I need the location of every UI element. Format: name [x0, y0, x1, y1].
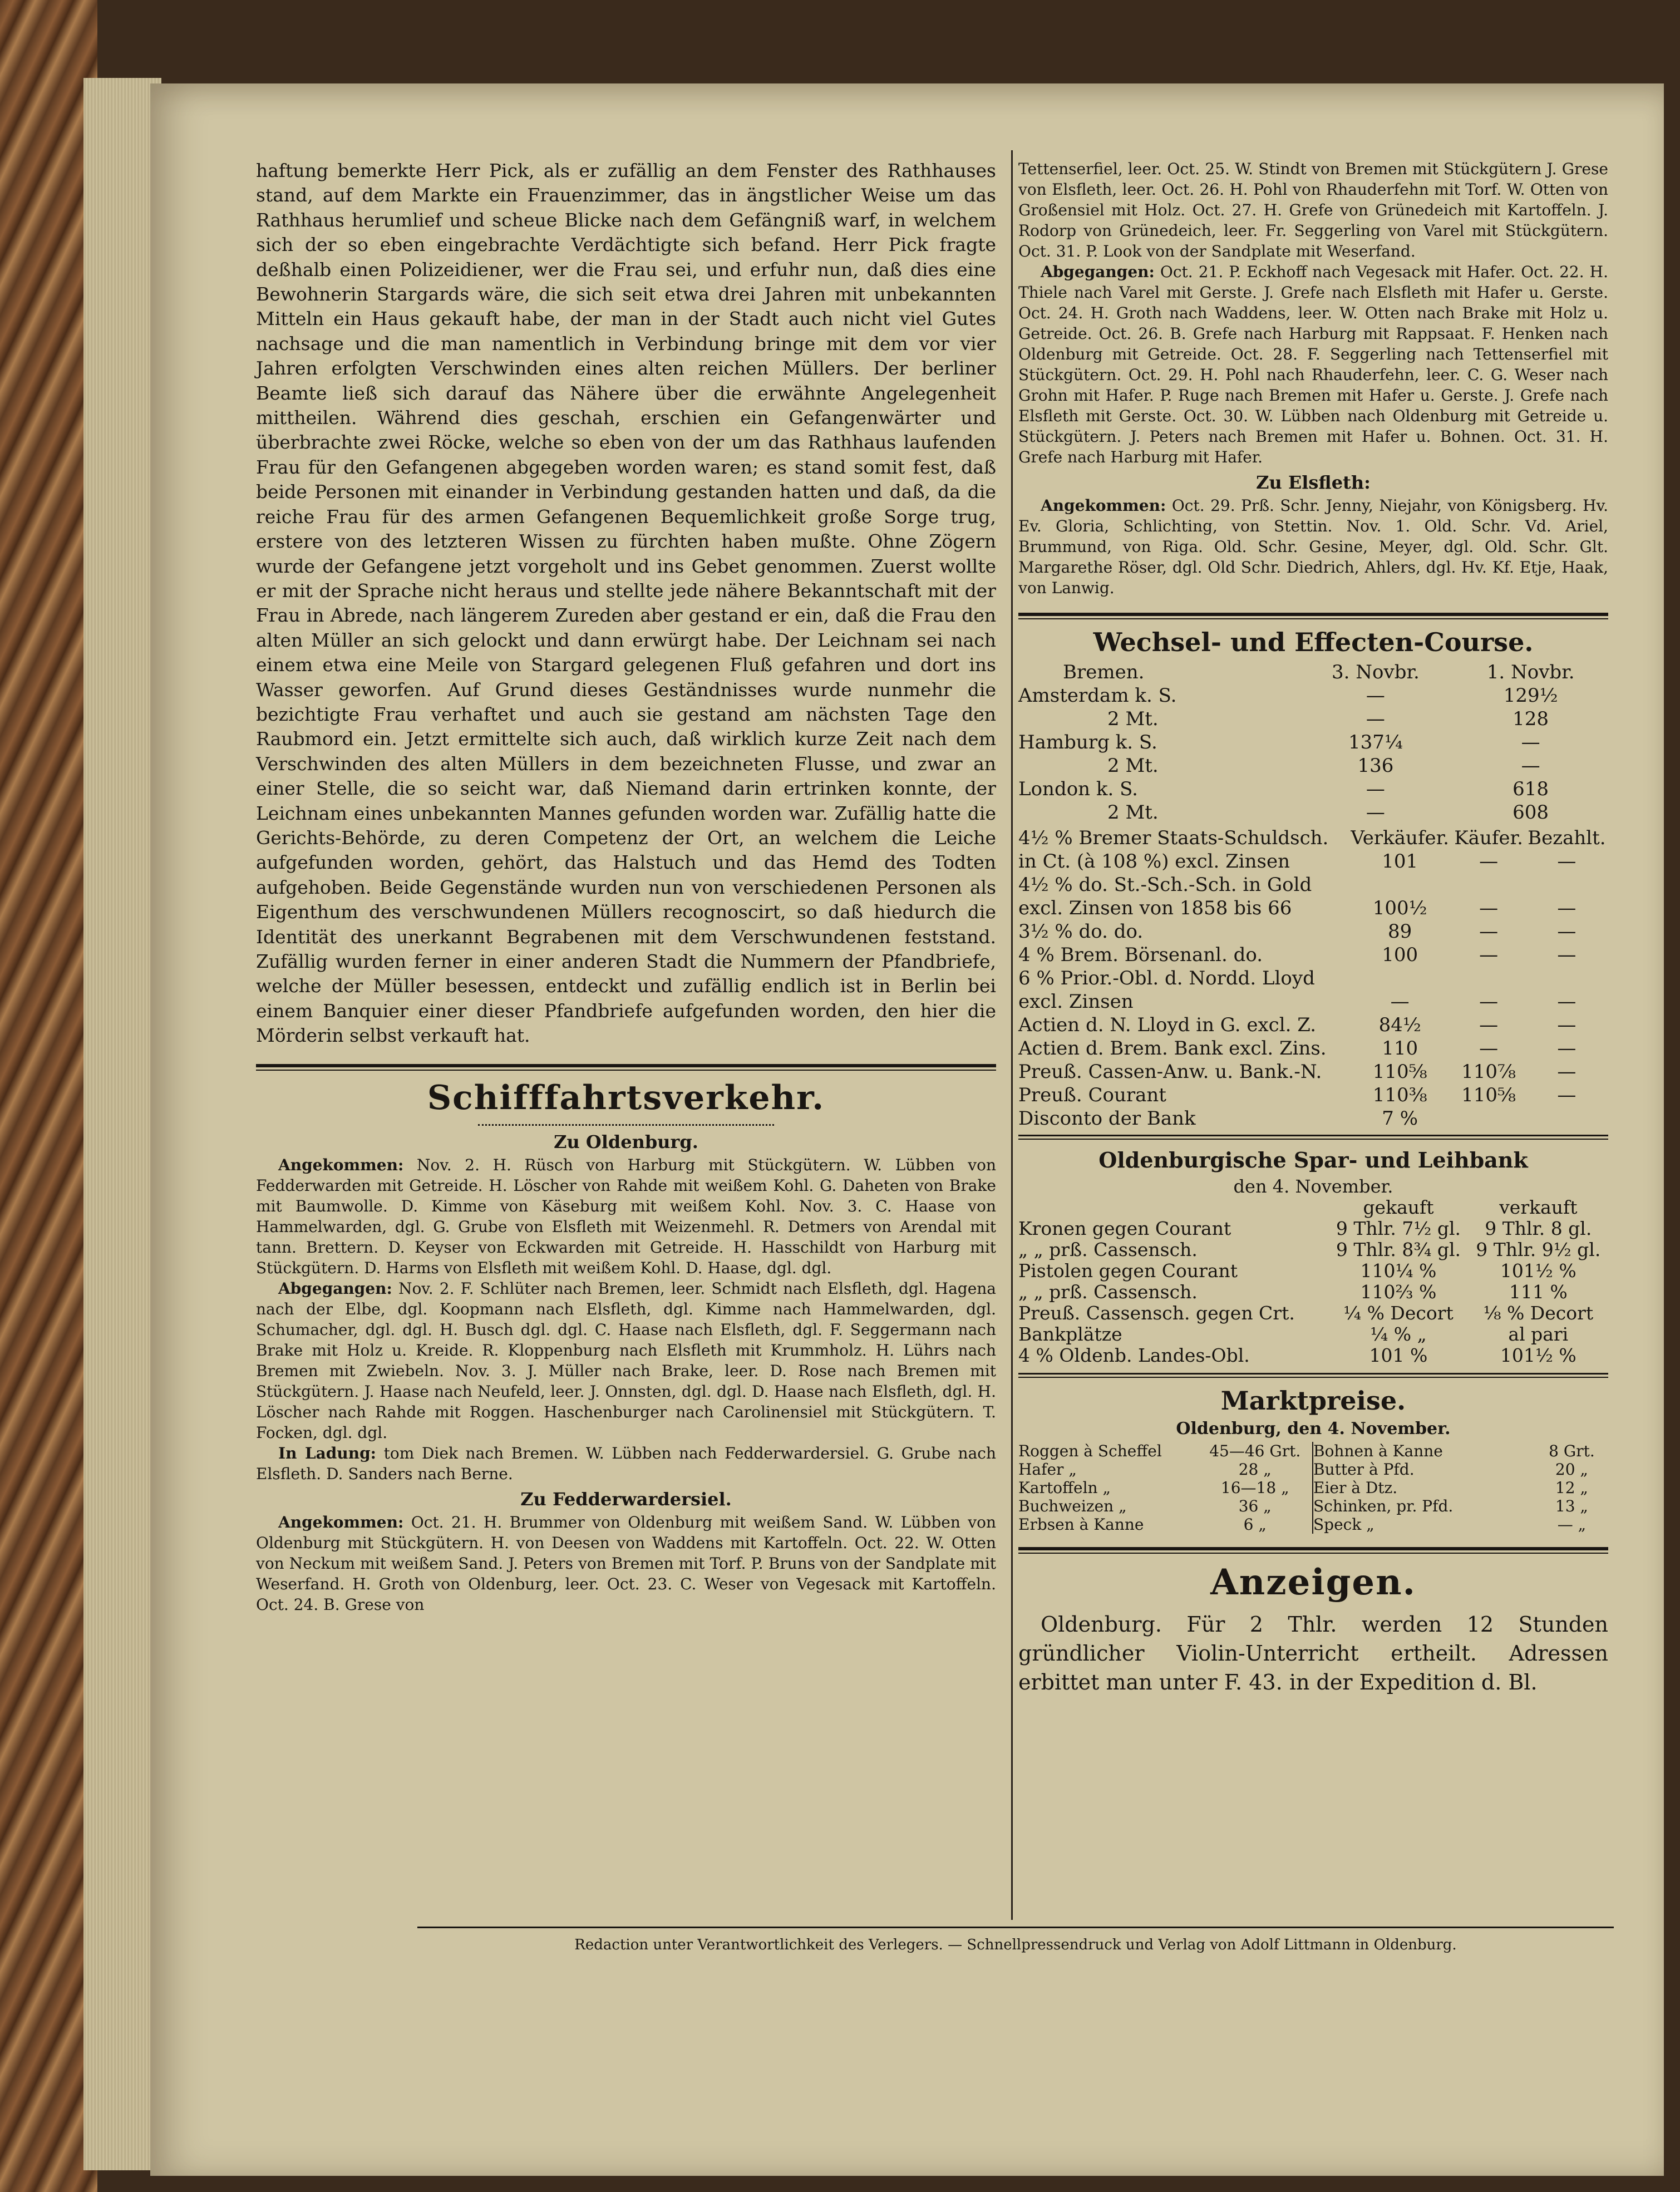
securities-row-c1: 7 %	[1382, 1107, 1418, 1130]
exchange-row-v2: 129½	[1503, 684, 1558, 707]
market-row-value: 13 „	[1555, 1497, 1588, 1515]
market-row-value: 16—18 „	[1220, 1479, 1289, 1497]
securities-row-label: in Ct. (à 108 %) excl. Zinsen	[1018, 850, 1290, 873]
securities-row	[1018, 1037, 1608, 1060]
oldenburg-arrived	[256, 1155, 996, 1278]
securities-row-c3	[1525, 967, 1608, 990]
securities-row	[1018, 896, 1608, 920]
exchange-row-v2: 608	[1513, 801, 1549, 824]
arrived-text: Oct. 21. H. Brummer von Oldenburg mit weißem Sand. W. Lübben von Oldenburg mit Stückgütern. H. von Deesen von Waddens mit Kartoffeln. Oct. 22. W. Otten von Neckum mit weißem Sand. J. Peters von Bremen mit Torf. P. Bruns von der Sandplate mit Weserfand. H. Groth von Oldenburg, leer. Oct. 23. C. Weser von Vegesack mit Kartoffeln. Oct. 24. B. Grese von	[256, 1513, 996, 1614]
savings-row-bought: ¼ % „	[1370, 1323, 1427, 1345]
securities-row-label: Actien d. Brem. Bank excl. Zins.	[1018, 1037, 1327, 1060]
loading-label: In Ladung:	[278, 1444, 376, 1462]
exchange-row	[1018, 707, 1608, 731]
securities-row-c2: —	[1479, 920, 1499, 943]
market-row-label: Eier à Dtz.	[1313, 1479, 1398, 1497]
market-row-value: 36 „	[1238, 1497, 1272, 1515]
market-row	[1313, 1479, 1608, 1497]
market-tables	[1018, 1442, 1608, 1534]
exchange-col-place: Bremen.	[1063, 661, 1145, 683]
securities-row-c3: —	[1557, 850, 1576, 873]
securities-row-c3	[1525, 873, 1608, 896]
market-row-label: Bohnen à Kanne	[1313, 1442, 1443, 1460]
securities-row-label: Actien d. N. Lloyd in G. excl. Z.	[1018, 1014, 1317, 1036]
savings-row-bought: 9 Thlr. 8¾ gl.	[1336, 1239, 1461, 1260]
securities-row-c3	[1525, 1107, 1608, 1130]
exchange-row-v1: —	[1366, 778, 1385, 800]
securities-row-c3: —	[1557, 897, 1576, 919]
savings-row-sold: 9 Thlr. 8 gl.	[1485, 1218, 1592, 1239]
departed-text: Oct. 21. P. Eckhoff nach Vegesack mit Hafer. Oct. 22. H. Thiele nach Varel mit Gerste. J. Grefe nach Elsfleth mit Hafer u. Gerste. Oct. 24. H. Groth nach Waddens, leer. W. Otten nach Brake mit Holz u. Getreide. Oct. 26. B. Grefe nach Harburg mit Rappsaat. F. Henken nach Oldenburg mit Getreide. Oct. 28. F. Seggerling nach Tettenserfiel mit Stückgütern. Oct. 29. H. Pohl nach Rhauderfehn, leer. C. G. Weser nach Grohn mit Hafer. P. Ruge nach Bremen mit Hafer u. Gerste. J. Grefe nach Elsfleth mit Gerste. Oct. 30. W. Lübben nach Oldenburg mit Getreide u. Stückgütern. J. Peters nach Bremen mit Hafer u. Bohnen. Oct. 31. H. Grefe nach Harburg mit Hafer.	[1018, 263, 1609, 466]
market-row-value: 12 „	[1555, 1479, 1588, 1497]
savings-row-sold: 101½ %	[1500, 1260, 1576, 1282]
savings-row-sold: 9 Thlr. 9½ gl.	[1476, 1239, 1601, 1260]
arrived-text: Oct. 29. Prß. Schr. Jenny, Niejahr, von Königsberg. Hv. Ev. Gloria, Schlichting, von Stettin. Nov. 1. Old. Schr. Vd. Ariel, Brummund, von Riga. Old. Schr. Gesine, Meyer, dgl. Old. Schr. Glt. Margarethe Röser, dgl. Old Schr. Diedrich, Ahlers, dgl. Hv. Kf. Etje, Haak, von Lanwig.	[1018, 496, 1608, 597]
securities-col-seller: Verkäufer.	[1351, 827, 1449, 849]
arrived-label: Angekommen:	[1041, 496, 1166, 515]
exchange-row	[1018, 777, 1608, 801]
savings-bank-heading: Oldenburgische Spar- und Leihbank	[1098, 1147, 1528, 1173]
securities-row-c2: —	[1479, 944, 1499, 966]
exchange-col-date2: 1. Novbr.	[1486, 661, 1575, 683]
savings-row-label: 4 % Oldenb. Landes-Obl.	[1018, 1344, 1250, 1366]
savings-row-label: Kronen gegen Courant	[1018, 1218, 1231, 1239]
savings-row-bought: 101 %	[1369, 1344, 1428, 1366]
dotted-rule	[478, 1124, 774, 1126]
securities-row-label: 4½ % do. St.-Sch.-Sch. in Gold	[1018, 874, 1312, 896]
securities-row-c2	[1452, 873, 1525, 896]
arrived-label: Angekommen:	[278, 1155, 404, 1174]
savings-row	[1018, 1260, 1608, 1282]
exchange-row-v2: 618	[1513, 778, 1549, 800]
shipping-heading: Schifffahrtsverkehr.	[427, 1078, 825, 1117]
market-row-value: — „	[1557, 1515, 1587, 1534]
securities-row-c2: —	[1479, 850, 1499, 873]
exchange-row-v2: 128	[1513, 708, 1549, 730]
exchange-row-v1: —	[1366, 801, 1385, 824]
securities-row	[1018, 943, 1608, 967]
securities-row-c3: —	[1557, 1014, 1576, 1036]
market-subheading: Oldenburg, den 4. November.	[1176, 1419, 1451, 1439]
securities-row-c2: 110⅝	[1461, 1084, 1516, 1106]
section-rule	[1018, 613, 1608, 619]
section-rule	[1018, 1135, 1608, 1140]
right-column	[1018, 159, 1608, 1697]
securities-row-c3: —	[1557, 1061, 1576, 1083]
securities-row-label: 4 % Brem. Börsenanl. do.	[1018, 944, 1263, 966]
savings-row-sold: ⅛ % Decort	[1483, 1302, 1594, 1324]
column-divider	[1011, 150, 1013, 1920]
page-footer: Redaction unter Verantwortlichkeit des Verlegers. — Schnellpressendruck und Verlag von Adolf Littmann in Oldenburg.	[574, 1937, 1457, 1953]
exchange-row-v2: —	[1521, 755, 1540, 777]
fedder-departed	[1018, 262, 1608, 467]
savings-bank-date: den 4. November.	[1233, 1176, 1393, 1197]
market-row-label: Schinken, pr. Pfd.	[1313, 1497, 1454, 1515]
savings-row-bought: ¼ % Decort	[1343, 1302, 1454, 1324]
securities-row-label: excl. Zinsen von 1858 bis 66	[1018, 897, 1292, 919]
securities-row	[1018, 967, 1608, 990]
savings-row-sold: 101½ %	[1500, 1344, 1576, 1366]
market-row-value: 45—46 Grt.	[1209, 1442, 1301, 1460]
securities-row-c1: 100½	[1372, 897, 1427, 919]
market-row-label: Erbsen à Kanne	[1018, 1515, 1144, 1534]
securities-row-c1: 100	[1382, 944, 1418, 966]
savings-row	[1018, 1345, 1608, 1366]
market-row	[1018, 1442, 1313, 1460]
securities-row-c1	[1348, 873, 1452, 896]
securities-row	[1018, 1060, 1608, 1083]
savings-row-bought: 9 Thlr. 7½ gl.	[1336, 1218, 1461, 1239]
exchange-header-row	[1018, 661, 1608, 684]
exchange-heading: Wechsel- und Effecten-Course.	[1093, 627, 1534, 657]
savings-row	[1018, 1218, 1608, 1239]
elsfleth-arrived	[1018, 495, 1608, 598]
savings-bank-table	[1018, 1197, 1608, 1366]
securities-header-label: 4½ % Bremer Staats-Schuldsch.	[1018, 827, 1329, 849]
market-row-label: Roggen à Scheffel	[1018, 1442, 1162, 1460]
savings-row-sold: al pari	[1508, 1323, 1569, 1345]
securities-col-paid: Bezahlt.	[1528, 827, 1606, 849]
arrived-label: Angekommen:	[278, 1513, 404, 1531]
exchange-col-date1: 3. Novbr.	[1332, 661, 1420, 683]
savings-row-label: „ „ prß. Cassensch.	[1018, 1239, 1198, 1260]
securities-row-c1: 101	[1382, 850, 1418, 873]
savings-row	[1018, 1282, 1608, 1303]
col-bought: gekauft	[1363, 1196, 1434, 1218]
savings-row-label: „ „ prß. Cassensch.	[1018, 1281, 1198, 1303]
securities-row-c2	[1452, 1107, 1525, 1130]
ads-heading: Anzeigen.	[1210, 1562, 1416, 1603]
securities-row	[1018, 1083, 1608, 1107]
securities-row-c3: —	[1557, 1084, 1576, 1106]
exchange-row-v1: —	[1366, 708, 1385, 730]
securities-row-c2: —	[1479, 1037, 1499, 1060]
book-binding-edge	[0, 0, 97, 2192]
market-right-table	[1313, 1442, 1608, 1534]
col-sold: verkauft	[1499, 1196, 1578, 1218]
securities-row	[1018, 850, 1608, 873]
exchange-row-v1: 137¼	[1348, 731, 1403, 753]
securities-row-label: 6 % Prior.-Obl. d. Nordd. Lloyd	[1018, 967, 1315, 989]
market-row-value: 20 „	[1555, 1460, 1588, 1479]
securities-row	[1018, 873, 1608, 896]
securities-row-label: Preuß. Courant	[1018, 1084, 1166, 1106]
market-row-label: Speck „	[1313, 1515, 1374, 1534]
securities-row-c2: —	[1479, 897, 1499, 919]
market-row	[1313, 1497, 1608, 1515]
market-row-label: Buchweizen „	[1018, 1497, 1127, 1515]
article-text: haftung bemerkte Herr Pick, als er zufällig an dem Fenster des Rathhauses stand, auf dem Markte ein Frauenzimmer, das in ängstlicher Weise um das Rathhaus herumlief und scheue Blicke nach dem Gefängniß warf, in welchem sich der so eben eingebrachte Verdächtigte sich befand. Herr Pick fragte deßhalb einen Polizeidiener, wer die Frau sei, und erfuhr nun, daß dies eine Bewohnerin Stargards wäre, die sich seit etwa drei Jahren mit unbekannten Mitteln ein Haus gekauft habe, der man in der Stadt auch nicht viel Gutes nachsage und die man namentlich in Verbindung bringe mit dem vor vier Jahren erfolgten Verschwinden eines alten reichen Müllers. Der berliner Beamte ließ sich darauf das Nähere über die erwähnte Angelegenheit mittheilen. Während dies geschah, erschien ein Gefangenwärter und überbrachte zwei Röcke, welche so eben von der um das Rathhaus laufenden Frau für den Gefangenen abgegeben worden waren; es stand somit fest, daß beide Personen mit einander in Verbindung gestanden hatten und daß, da die reiche Frau für des armen Gefangenen Bequemlichkeit große Sorge trug, erstere von des letzteren Wissen zu fürchten haben mußte. Ohne Zögern wurde der Gefangene jetzt vorgeholt und ins Gebet genommen. Zuerst wollte er mit der Sprache nicht heraus und stellte jede nähere Bekanntschaft mit der Frau in Abrede, nach längerem Zureden aber gestand er ein, daß die Frau den alten Müller an sich gelockt und dann erwürgt habe. Der Leichnam sei nach einem etwa eine Meile von Stargard gelegenen Fluß gefahren und dort ins Wasser geworfen. Auf Grund dieses Geständnisses wurde nunmehr die bezichtigte Frau verhaftet und auch sie gestand am nächsten Tage den Raubmord ein. Jetzt ermittelte sich auch, daß wirklich kurze Zeit nach dem Verschwinden des alten Müllers in dem bezeichneten Flusse, und zwar an einer Stelle, die so seicht war, daß Niemand darin ertrinken konnte, der Leichnam eines unbekannten Mannes gefunden worden war. Zufällig hatte die Gerichts-Behörde, zu deren Competenz der Ort, an welchem die Leiche aufgefunden worden, gehört, das Halstuch und das Hemd des Todten aufgehoben. Beide Gegenstände wurden nun von verschiedenen Personen als Eigenthum des verschwundenen Müllers recognoscirt, so daß hiedurch die Identität des unerkannt Begrabenen mit dem Verschwundenen feststand. Zufällig wurden ferner in einer anderen Stadt die Nummern der Pfandbriefe, welche der Müller besessen, entdeckt und zufällig endlich ist in Berlin bei einem Banquier einer dieser Pfandbriefe aufgefunden worden, den hier die Mörderin selbst verkauft hat.	[256, 160, 996, 1047]
departed-text: Nov. 2. F. Schlüter nach Bremen, leer. Schmidt nach Elsfleth, dgl. Hagena nach der Elbe, dgl. Koopmann nach Elsfleth, dgl. Kimme nach Hammelwarden, dgl. Schumacher, dgl. dgl. H. Busch dgl. dgl. C. Haase nach Elsfleth, dgl. F. Seggermann nach Brake mit Holz u. Kreide. R. Kloppenburg nach Elsfleth mit Krummholz. H. Lührs nach Bremen mit Zwiebeln. Nov. 3. J. Müller nach Brake, leer. D. Rose nach Bremen mit Stückgütern. J. Haase nach Neufeld, leer. J. Onnsten, dgl. dgl. D. Haase nach Elsfleth, dgl. H. Löscher nach Rahde mit Roggen. Haschenburger nach Carolinensiel mit Stückgütern. T. Focken, dgl. dgl.	[256, 1279, 997, 1442]
fedder-continued: Tettenserfiel, leer. Oct. 25. W. Stindt von Bremen mit Stückgütern J. Grese von Elsfleth, leer. Oct. 26. H. Pohl von Rhauderfehn mit Torf. W. Otten von Großensiel mit Holz. Oct. 27. H. Grefe von Grünedeich mit Kartoffeln. J. Rodorp von Grünedeich, leer. Fr. Seggerling von Varel mit Stückgütern. Oct. 31. P. Look von der Sandplate mit Weserfand.	[1018, 160, 1608, 260]
securities-row-c1: 110	[1382, 1037, 1418, 1060]
securities-row-c1: —	[1390, 991, 1410, 1013]
exchange-row-label: London k. S.	[1018, 778, 1138, 800]
savings-row-label: Bankplätze	[1018, 1323, 1122, 1345]
oldenburg-departed	[256, 1278, 996, 1443]
exchange-row-v1: —	[1366, 684, 1385, 707]
securities-row-c2: —	[1479, 1014, 1499, 1036]
securities-table	[1018, 826, 1608, 1130]
securities-row	[1018, 1107, 1608, 1130]
fedderwardersiel-heading: Zu Fedderwardersiel.	[520, 1488, 732, 1510]
securities-row	[1018, 1013, 1608, 1037]
market-left-table	[1018, 1442, 1313, 1534]
exchange-row-v2: —	[1521, 731, 1540, 753]
securities-row-c3: —	[1557, 1037, 1576, 1060]
market-row	[1313, 1460, 1608, 1479]
securities-row-label: Preuß. Cassen-Anw. u. Bank.-N.	[1018, 1061, 1322, 1083]
loading-text: tom Diek nach Bremen. W. Lübben nach Fedderwardersiel. G. Grube nach Elsfleth. D. Sanders nach Berne.	[256, 1444, 997, 1483]
exchange-row	[1018, 731, 1608, 754]
section-rule	[1018, 1373, 1608, 1378]
securities-row-c3: —	[1557, 991, 1576, 1013]
market-row	[1018, 1479, 1313, 1497]
arrived-text: Nov. 2. H. Rüsch von Harburg mit Stückgütern. W. Lübben von Fedderwarden mit Getreide. H. Löscher von Rahde mit weißem Kohl. G. Daheten von Brake mit Baumwolle. D. Kimme von Käseburg mit weißem Kohl. Nov. 3. C. Haase von Hammelwarden, dgl. G. Grube von Elsfleth mit Weizenmehl. R. Detmers von Arendal mit tann. Brettern. D. Keyser von Eckwarden mit Getreide. H. Hasschildt von Harburg mit Stückgütern. D. Harms von Elsfleth mit weißem Kohl. D. Haase, dgl. dgl.	[256, 1155, 996, 1277]
market-row	[1313, 1442, 1608, 1460]
savings-row-bought: 110¼ %	[1360, 1260, 1437, 1282]
securities-row-c1: 84½	[1378, 1014, 1421, 1036]
securities-col-buyer: Käufer.	[1454, 827, 1523, 849]
exchange-row-v1: 136	[1357, 755, 1394, 777]
section-rule	[256, 1064, 996, 1071]
securities-row-c2: —	[1479, 991, 1499, 1013]
securities-header-row	[1018, 826, 1608, 850]
exchange-row	[1018, 754, 1608, 777]
securities-row-label: excl. Zinsen	[1018, 991, 1134, 1013]
market-heading: Marktpreise.	[1220, 1386, 1406, 1416]
page-stack-edge	[83, 78, 161, 2170]
savings-row	[1018, 1239, 1608, 1260]
exchange-row	[1018, 801, 1608, 824]
savings-row-bought: 110⅔ %	[1360, 1281, 1437, 1303]
market-row-value: 6 „	[1243, 1515, 1267, 1534]
exchange-row-label: Hamburg k. S.	[1018, 731, 1157, 753]
savings-header-row	[1018, 1197, 1608, 1218]
savings-row	[1018, 1303, 1608, 1324]
market-row	[1018, 1460, 1313, 1479]
oldenburg-loading	[256, 1443, 996, 1484]
market-row	[1313, 1515, 1608, 1534]
savings-row-label: Pistolen gegen Courant	[1018, 1260, 1238, 1282]
securities-row-c1: 89	[1388, 920, 1412, 943]
exchange-row-label: 2 Mt.	[1107, 801, 1159, 824]
fedder-arrived	[256, 1512, 996, 1615]
savings-row-label: Preuß. Cassensch. gegen Crt.	[1018, 1302, 1295, 1324]
market-row	[1018, 1497, 1313, 1515]
market-row-label: Hafer „	[1018, 1460, 1077, 1479]
market-row-value: 28 „	[1238, 1460, 1272, 1479]
elsfleth-heading: Zu Elsfleth:	[1256, 472, 1371, 493]
securities-row	[1018, 990, 1608, 1013]
section-rule	[1018, 1547, 1608, 1554]
savings-row-sold: 111 %	[1509, 1281, 1568, 1303]
market-row-label: Kartoffeln „	[1018, 1479, 1111, 1497]
left-column	[256, 159, 996, 1615]
securities-row-label: Disconto der Bank	[1018, 1107, 1196, 1130]
market-row-value: 8 Grt.	[1549, 1442, 1595, 1460]
market-row	[1018, 1515, 1313, 1534]
footer-rule	[417, 1927, 1614, 1928]
securities-row	[1018, 920, 1608, 943]
exchange-row-label: 2 Mt.	[1107, 708, 1159, 730]
securities-row-c3: —	[1557, 920, 1576, 943]
departed-label: Abgegangen:	[1041, 263, 1155, 281]
securities-row-c3: —	[1557, 944, 1576, 966]
securities-row-c1: 110⅝	[1372, 1061, 1427, 1083]
securities-row-c1: 110⅜	[1372, 1084, 1427, 1106]
ad-text: Oldenburg. Für 2 Thlr. werden 12 Stunden gründlicher Violin-Unterricht ertheilt. Adressen erbittet man unter F. 43. in der Expedition d. Bl.	[1018, 1612, 1608, 1695]
securities-row-c2: 110⅞	[1461, 1061, 1516, 1083]
savings-row	[1018, 1324, 1608, 1345]
exchange-row-label: 2 Mt.	[1107, 755, 1159, 777]
exchange-row-label: Amsterdam k. S.	[1018, 684, 1177, 707]
securities-row-c1	[1348, 967, 1452, 990]
oldenburg-heading: Zu Oldenburg.	[554, 1131, 698, 1152]
departed-label: Abgegangen:	[278, 1279, 392, 1298]
securities-row-label: 3½ % do. do.	[1018, 920, 1144, 943]
exchange-table	[1018, 661, 1608, 824]
securities-row-c2	[1452, 967, 1525, 990]
market-row-label: Butter à Pfd.	[1313, 1460, 1415, 1479]
exchange-row	[1018, 684, 1608, 707]
